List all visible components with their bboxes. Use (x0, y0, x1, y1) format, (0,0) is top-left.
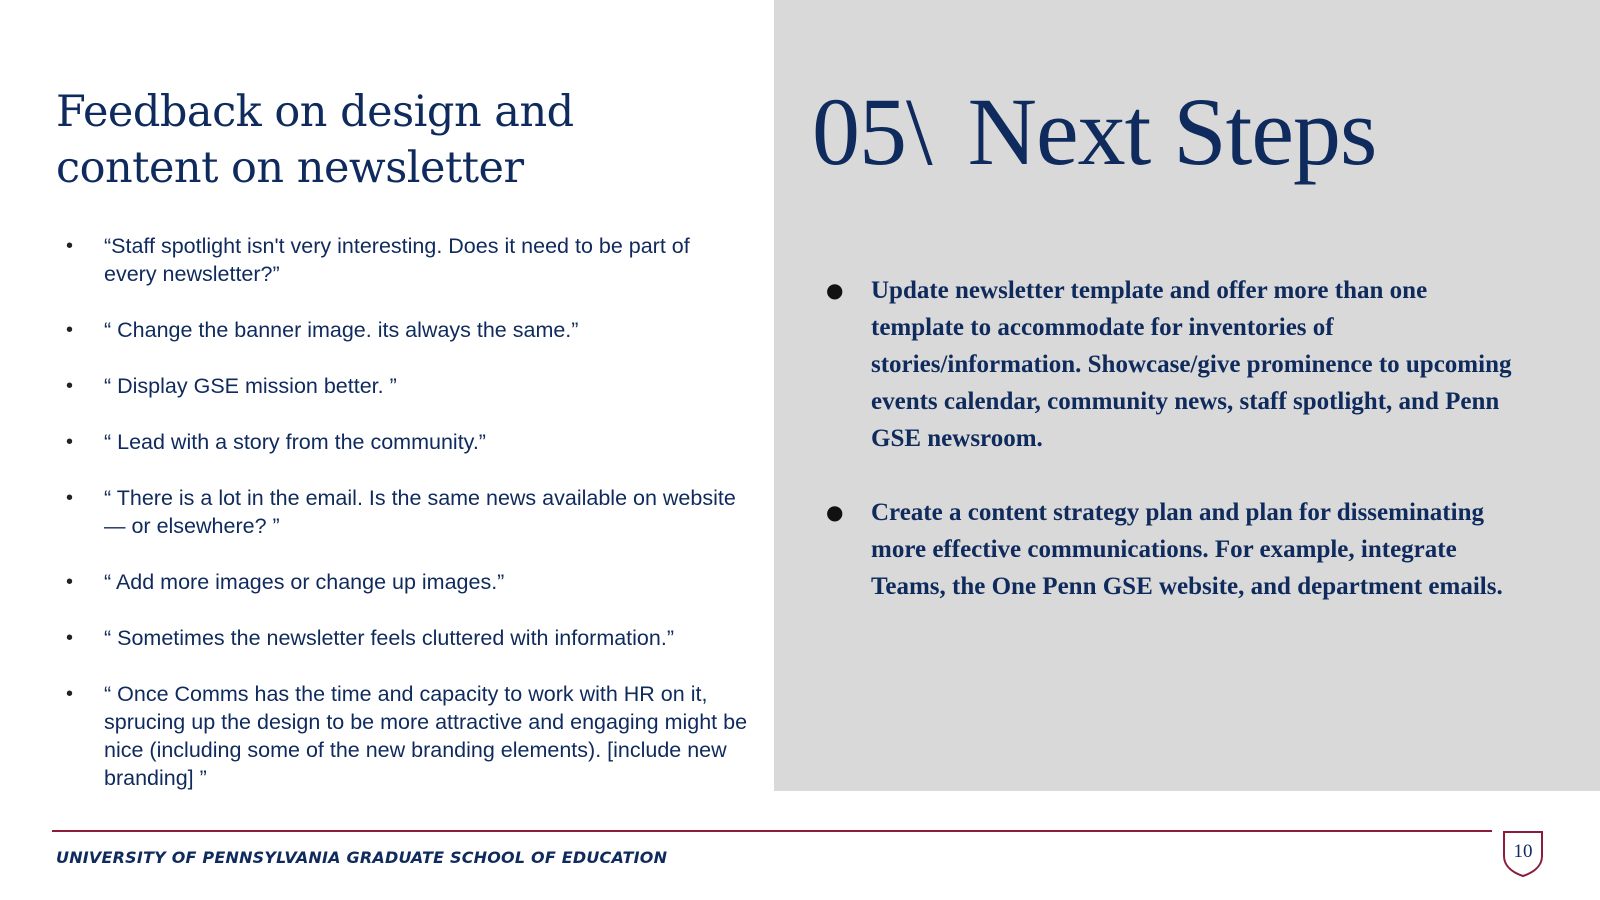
bullet-icon: • (66, 431, 74, 453)
shield-icon (1502, 830, 1544, 878)
feedback-quote-list (58, 232, 748, 820)
section-title: Next Steps (967, 78, 1377, 185)
footer-divider (52, 830, 1492, 832)
bullet-icon: • (66, 571, 74, 593)
bullet-icon: ● (826, 278, 844, 302)
feedback-quote-text: “ Once Comms has the time and capacity to work with HR on it, sprucing up the design to be more attractive and engaging might be nice (including some of the new branding elements). [include new branding] ” (104, 682, 748, 790)
feedback-quote (58, 232, 748, 288)
next-step-item (826, 494, 1526, 605)
next-steps-list (826, 272, 1526, 642)
feedback-quote (58, 484, 748, 540)
bullet-icon: • (66, 319, 74, 341)
feedback-quote-text: “ Display GSE mission better. ” (104, 374, 397, 398)
feedback-quote-text: “ Sometimes the newsletter feels cluttered with information.” (104, 626, 674, 650)
feedback-quote (58, 680, 748, 792)
feedback-quote-text: “Staff spotlight isn't very interesting. Does it need to be part of every newsletter?” (104, 234, 690, 286)
feedback-quote (58, 568, 748, 596)
feedback-title: Feedback on design and content on newsletter (56, 87, 574, 193)
next-steps-title (812, 72, 1376, 192)
next-step-text: Create a content strategy plan and plan for disseminating more effective communications. For example, integrate Teams, the One Penn GSE website, and department emails. (871, 499, 1503, 600)
feedback-quote (58, 316, 748, 344)
footer-institution: UNIVERSITY OF PENNSYLVANIA GRADUATE SCHOOL OF EDUCATION (56, 848, 668, 867)
bullet-icon: • (66, 235, 74, 257)
next-step-text: Update newsletter template and offer more than one template to accommodate for inventories of stories/information. Showcase/give prominence to upcoming events calendar, community news, staff spotlight, and Penn GSE newsroom. (871, 277, 1512, 452)
bullet-icon: • (66, 627, 74, 649)
bullet-icon: • (66, 683, 74, 705)
page-number: 10 (1513, 841, 1533, 862)
feedback-quote (58, 624, 748, 652)
section-number: 05\ (812, 78, 932, 185)
feedback-quote-text: “ Lead with a story from the community.” (104, 430, 486, 454)
next-step-item (826, 272, 1526, 457)
bullet-icon: • (66, 487, 74, 509)
feedback-quote-text: “ Add more images or change up images.” (104, 570, 505, 594)
feedback-quote (58, 428, 748, 456)
bullet-icon: ● (826, 500, 844, 524)
feedback-quote (58, 372, 748, 400)
feedback-quote-text: “ Change the banner image. its always the same.” (104, 318, 579, 342)
feedback-quote-text: “ There is a lot in the email. Is the same news available on website — or elsewhere? ” (104, 486, 736, 538)
bullet-icon: • (66, 375, 74, 397)
